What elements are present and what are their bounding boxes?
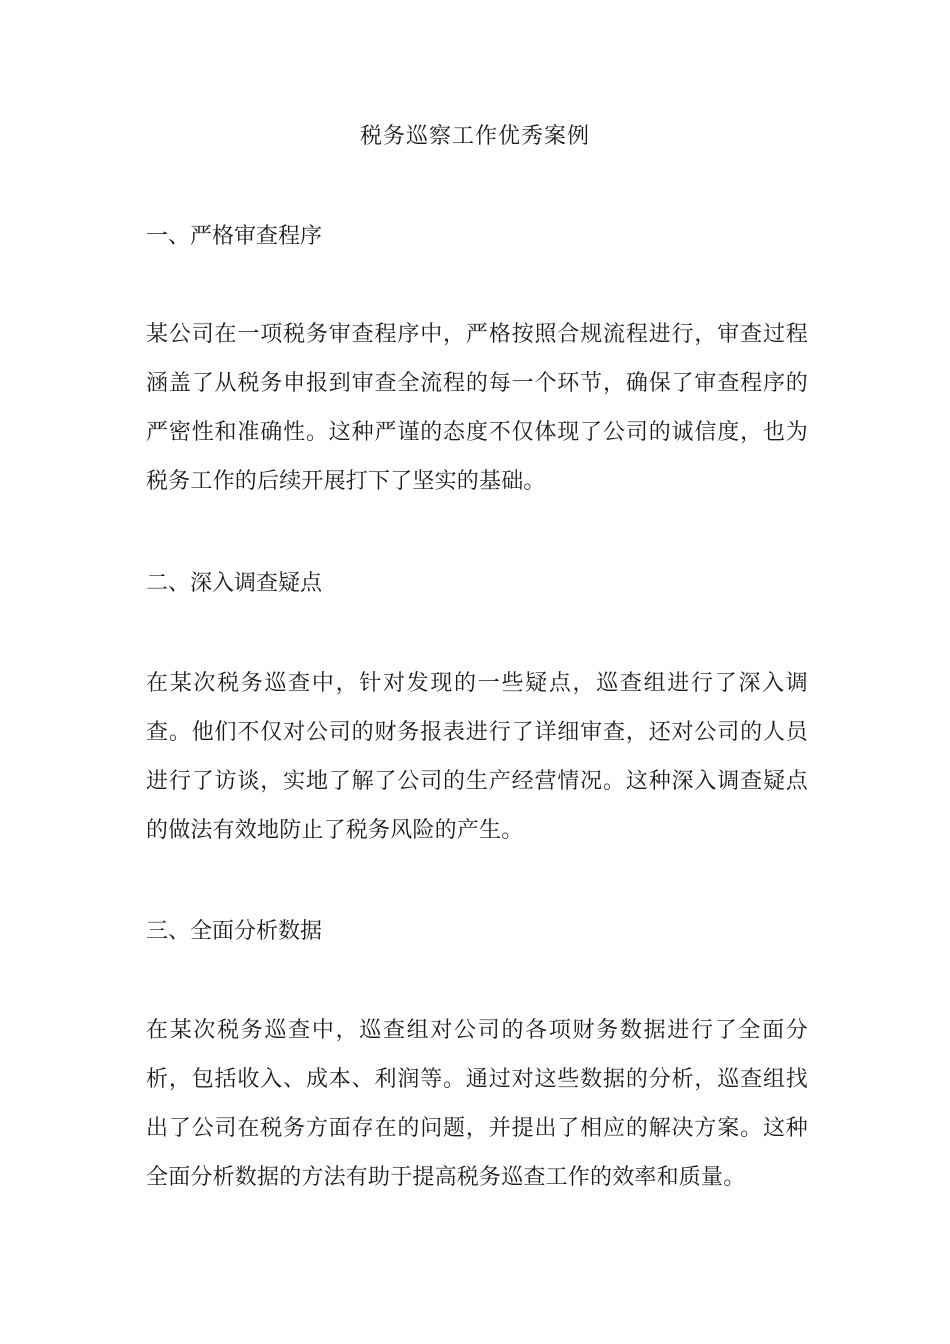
section-body-3: 在某次税务巡查中，巡查组对公司的各项财务数据进行了全面分析，包括收入、成本、利润等。通过对这些数据的分析，巡查组找出了公司在税务方面存在的问题，并提出了相应的解决方案。这种全面分析数据的方法有助于提高税务巡查工作的效率和质量。 (146, 1018, 808, 1190)
section-body-1: 某公司在一项税务审查程序中，严格按照合规流程进行，审查过程涵盖了从税务申报到审查全流程的每一个环节，确保了审查程序的严密性和准确性。这种严谨的态度不仅体现了公司的诚信度，也为税务工作的后续开展打下了坚实的基础。 (146, 322, 808, 494)
document-title: 税务巡察工作优秀案例 (359, 124, 590, 149)
section-heading-2: 二、深入调查疑点 (146, 571, 323, 596)
section-heading-1: 一、严格审查程序 (146, 224, 323, 249)
section-heading-3: 三、全面分析数据 (146, 919, 323, 944)
section-body-2: 在某次税务巡查中，针对发现的一些疑点，巡查组进行了深入调查。他们不仅对公司的财务报表进行了详细审查，还对公司的人员进行了访谈，实地了解了公司的生产经营情况。这种深入调查疑点的做法有效地防止了税务风险的产生。 (146, 671, 808, 843)
